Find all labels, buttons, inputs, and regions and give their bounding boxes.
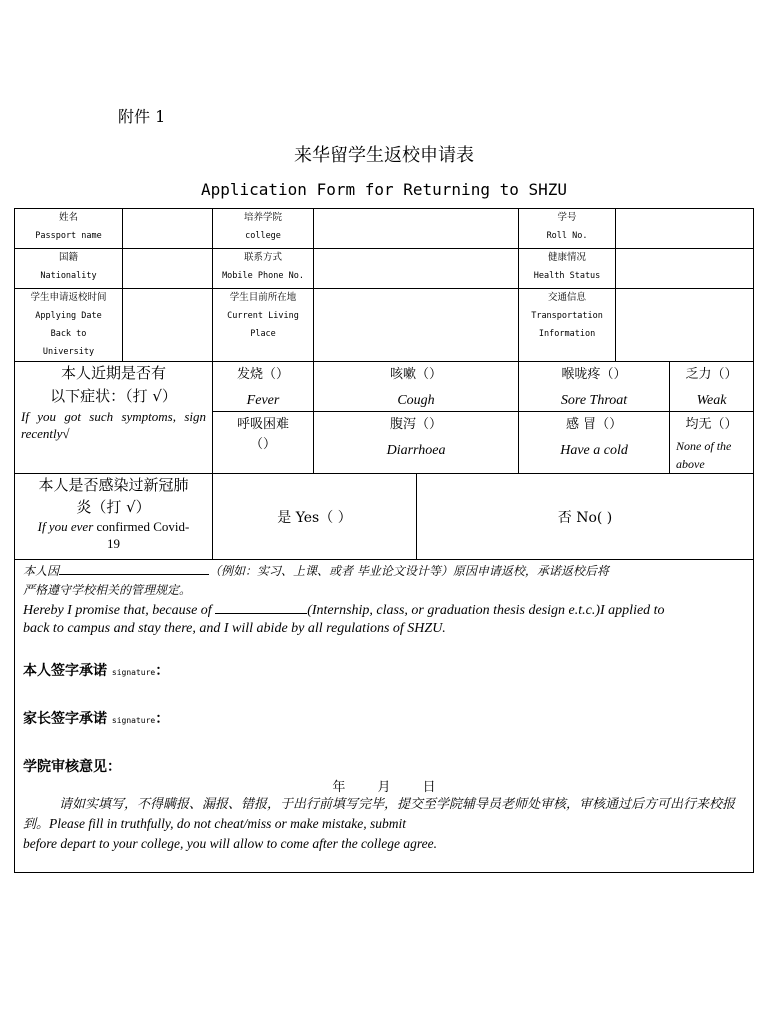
covid-question: 本人是否感染过新冠肺 炎（打 √） If you ever confirmed Covid- 19 — [15, 474, 213, 560]
apply-date-field[interactable] — [123, 289, 213, 362]
none-option[interactable]: 均无（） None of the above — [670, 412, 754, 474]
nationality-label: 国籍 Nationality — [15, 249, 123, 289]
info-row-3 — [15, 289, 754, 362]
college-label: 培养学院 college — [213, 209, 314, 249]
weak-option[interactable]: 乏力（） Weak — [670, 362, 754, 412]
health-label: 健康情况 Health Status — [519, 249, 616, 289]
symptoms-row-1 — [15, 362, 754, 412]
pledge-en: Hereby I promise that, because of (Internship, class, or graduation thesis design e.t.c.)I applied to back to campus and stay there, and I will abide by all regulations of SHZU. — [23, 603, 665, 636]
parent-signature[interactable]: 家长签字承诺 signature： — [23, 711, 170, 727]
symptoms-question: 本人近期是否有 以下症状：（打 √） If you got such symptoms, sign recently√ — [15, 362, 213, 474]
covid-no-option[interactable]: 否 No( ) — [417, 474, 754, 560]
reason-blank-en[interactable] — [215, 613, 307, 614]
student-signature[interactable]: 本人签字承诺 signature： — [23, 663, 170, 679]
health-field[interactable] — [616, 249, 754, 289]
reason-blank-cn[interactable] — [59, 574, 209, 575]
fever-option[interactable]: 发烧（） Fever — [213, 362, 314, 412]
date-line[interactable]: 年 月 日 — [332, 780, 436, 795]
college-field[interactable] — [314, 209, 519, 249]
form-title-en: Application Form for Returning to SHZU — [200, 180, 568, 199]
transport-label: 交通信息 Transportation Information — [519, 289, 616, 362]
cold-option[interactable]: 感 冒（） Have a cold — [519, 412, 670, 474]
name-field[interactable] — [123, 209, 213, 249]
covid-yes-option[interactable]: 是 Yes（ ） — [213, 474, 417, 560]
living-place-label: 学生目前所在地 Current Living Place — [213, 289, 314, 362]
pledge-row — [15, 560, 754, 873]
info-row-2 — [15, 249, 754, 289]
nationality-field[interactable] — [123, 249, 213, 289]
roll-field[interactable] — [616, 209, 754, 249]
application-form-table — [14, 208, 754, 873]
info-row-1 — [15, 209, 754, 249]
notice-text-en: before depart to your college, you will allow to come after the college agree. — [23, 836, 438, 851]
college-review: 学院审核意见： — [23, 759, 121, 775]
roll-label: 学号 Roll No. — [519, 209, 616, 249]
name-label: 姓名 Passport name — [15, 209, 123, 249]
diarrhoea-option[interactable]: 腹泻（） Diarrhoea — [314, 412, 519, 474]
phone-field[interactable] — [314, 249, 519, 289]
transport-field[interactable] — [616, 289, 754, 362]
cough-option[interactable]: 咳嗽（） Cough — [314, 362, 519, 412]
apply-date-label: 学生申请返校时间 Applying Date Back to University — [15, 289, 123, 362]
attachment-label: 附件 1 — [118, 107, 166, 126]
pledge-cn: 本人因 （例如：实习、上课、或者 毕业论文设计等）原因申请返校，承诺返校后将 严格遵守学校相关的管理规定。 — [23, 564, 609, 597]
pledge-section — [15, 560, 754, 873]
breathing-difficulty-option[interactable]: 呼吸困难 （） — [213, 412, 314, 474]
living-place-field[interactable] — [314, 289, 519, 362]
notice-text: 请如实填写，不得瞒报、漏报、错报，于出行前填写完毕，提交至学院辅导员老师处审核，审核通过后方可出行来校报到。Please fill in truthfully, do not cheat/miss or make mistake, submit — [23, 797, 736, 832]
sore-throat-option[interactable]: 喉咙疼（） Sore Throat — [519, 362, 670, 412]
form-title-cn: 来华留学生返校申请表 — [294, 145, 474, 166]
phone-label: 联系方式 Mobile Phone No. — [213, 249, 314, 289]
covid-row — [15, 474, 754, 560]
